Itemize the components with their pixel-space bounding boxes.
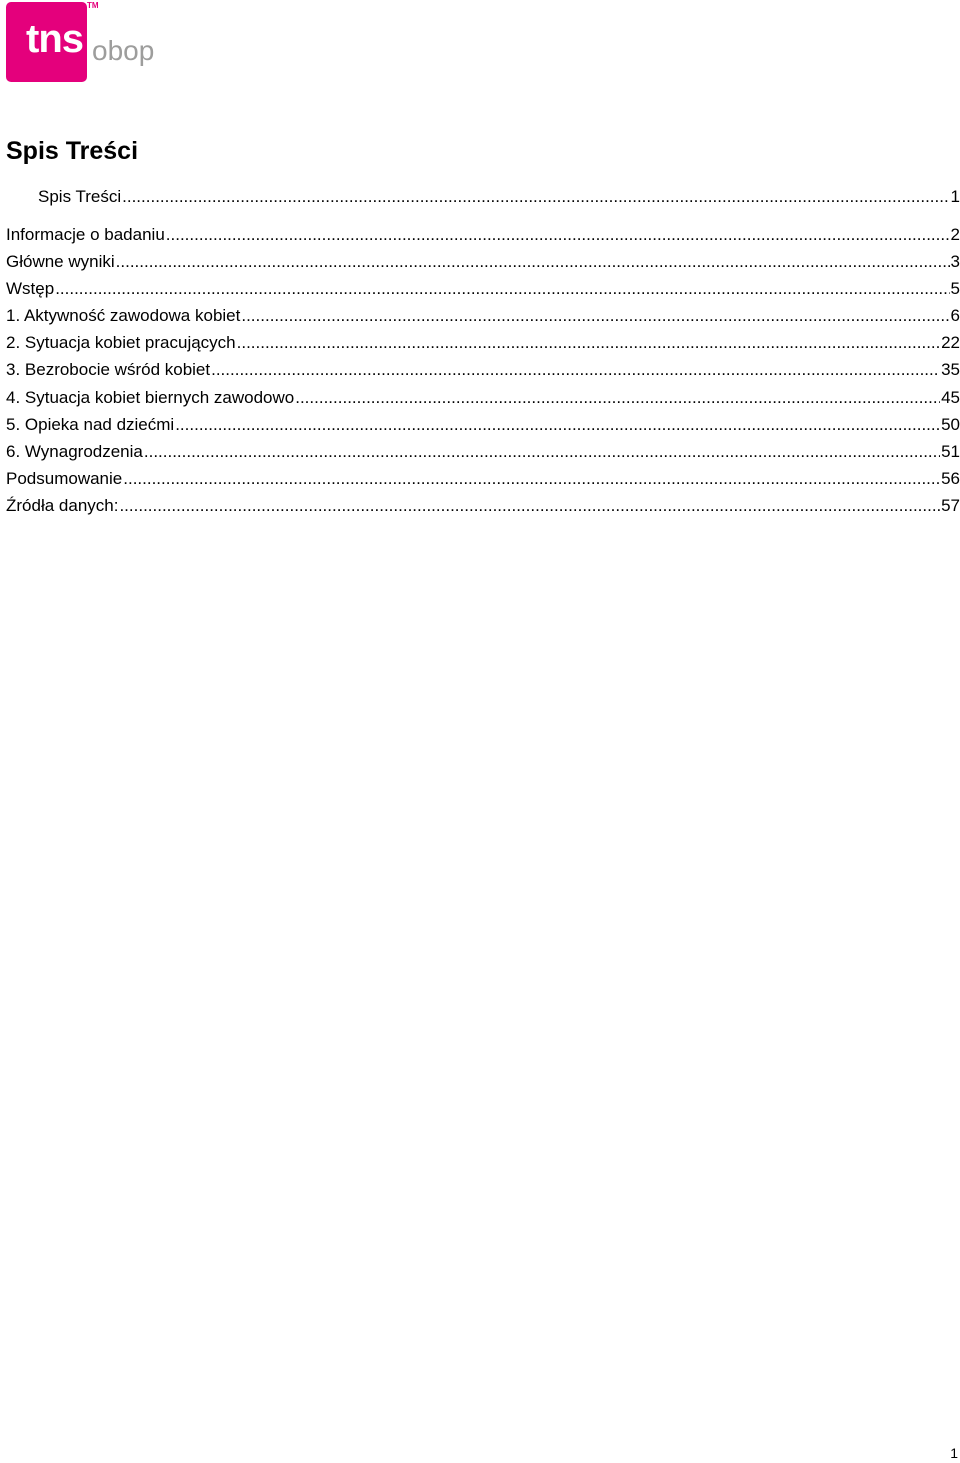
logo-brand-text: tns [26, 17, 83, 61]
toc-entry-page: 5 [950, 279, 960, 298]
toc-dot-leader [144, 441, 940, 463]
toc-entry-label: 2. Sytuacja kobiet pracujących [6, 333, 236, 352]
toc-entry[interactable] [6, 224, 960, 246]
toc-entry-label: 4. Sytuacja kobiet biernych zawodowo [6, 388, 295, 407]
toc-entry-page: 2 [950, 225, 960, 244]
toc-entry-label: Główne wyniki [6, 252, 115, 271]
toc-entry[interactable] [38, 186, 960, 208]
toc-entry-label: 1. Aktywność zawodowa kobiet [6, 306, 241, 325]
toc-dot-leader [166, 224, 950, 246]
toc-entry[interactable] [6, 305, 960, 327]
toc-entry[interactable] [6, 251, 960, 273]
toc-entry-label: Informacje o badaniu [6, 225, 165, 244]
toc-entry-page: 57 [941, 496, 960, 515]
toc-entry-page: 35 [941, 360, 960, 379]
toc-dot-leader [295, 387, 940, 409]
toc-entry[interactable] [6, 441, 960, 463]
toc-entry[interactable] [6, 495, 960, 517]
logo-trademark: TM [87, 1, 99, 10]
toc-entry-label: 3. Bezrobocie wśród kobiet [6, 360, 211, 379]
toc-entry-page: 6 [950, 306, 960, 325]
toc-entry-page: 22 [941, 333, 960, 352]
logo-sub-brand-text: obop [92, 35, 155, 66]
toc-entry-page: 1 [950, 187, 960, 206]
toc-dot-leader [211, 359, 940, 381]
toc-entry-label: Podsumowanie [6, 469, 123, 488]
toc-entry-page: 51 [941, 442, 960, 461]
toc-entry-label: 6. Wynagrodzenia [6, 442, 143, 461]
toc-entry-page: 3 [950, 252, 960, 271]
page-number: 1 [950, 1445, 958, 1461]
toc-entry[interactable] [6, 414, 960, 436]
toc-dot-leader [237, 332, 940, 354]
toc-entry[interactable] [6, 387, 960, 409]
toc-dot-leader [119, 495, 940, 517]
toc-entry[interactable] [6, 332, 960, 354]
toc-dot-leader [122, 186, 949, 208]
toc-dot-leader [123, 468, 940, 490]
toc-entry[interactable] [6, 359, 960, 381]
toc-entry-label: 5. Opieka nad dziećmi [6, 415, 175, 434]
toc-dot-leader [175, 414, 940, 436]
toc-dot-leader [55, 278, 949, 300]
toc-dot-leader [241, 305, 949, 327]
toc-heading: Spis Treści [6, 137, 139, 165]
toc-entry[interactable] [6, 278, 960, 300]
toc-dot-leader [116, 251, 950, 273]
toc-entry-page: 56 [941, 469, 960, 488]
toc-entry-label: Spis Treści [38, 187, 122, 206]
toc-entry-page: 45 [941, 388, 960, 407]
toc-entry-label: Źródła danych: [6, 496, 119, 515]
toc-entry-page: 50 [941, 415, 960, 434]
toc-entry[interactable] [6, 468, 960, 490]
toc-entry-label: Wstęp [6, 279, 55, 298]
tns-obop-logo [6, 2, 156, 84]
